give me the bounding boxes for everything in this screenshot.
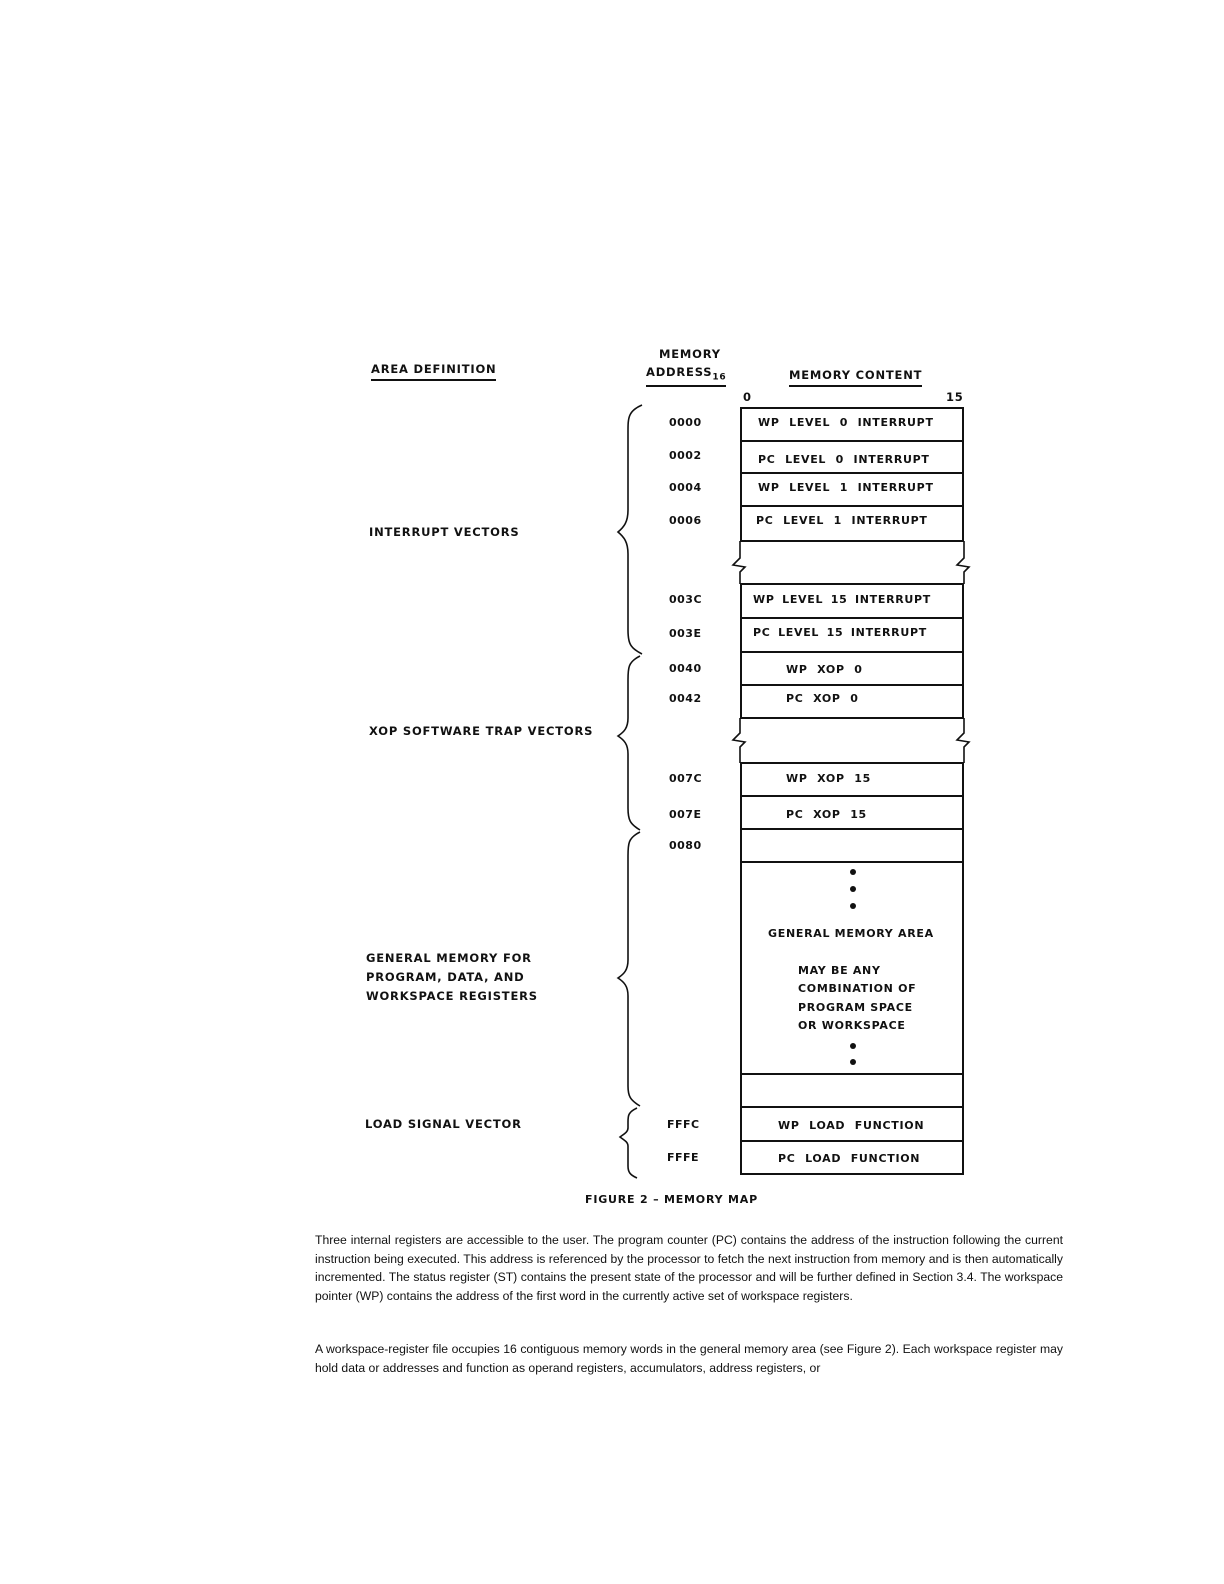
content-0042: PC XOP 0 bbox=[786, 692, 859, 705]
ellipsis-dot bbox=[850, 903, 856, 909]
memory-cell-0080 bbox=[740, 828, 964, 863]
address-0040: 0040 bbox=[669, 662, 702, 675]
content-003C: WP LEVEL 15 INTERRUPT bbox=[753, 593, 932, 606]
address-header-text: ADDRESS bbox=[646, 365, 713, 379]
ellipsis-dot bbox=[850, 1043, 856, 1049]
general-desc-line2: COMBINATION OF bbox=[798, 982, 917, 995]
address-subscript: 16 bbox=[712, 372, 727, 383]
break-mark-left-1 bbox=[733, 541, 745, 584]
address-0042: 0042 bbox=[669, 692, 702, 705]
address-0006: 0006 bbox=[669, 514, 702, 527]
memory-header: MEMORY bbox=[659, 347, 721, 361]
ellipsis-dot bbox=[850, 869, 856, 875]
break-mark-left-2 bbox=[733, 718, 745, 763]
general-desc-line3: PROGRAM SPACE bbox=[798, 1001, 913, 1014]
figure-caption: FIGURE 2 – MEMORY MAP bbox=[585, 1193, 758, 1206]
address-0000: 0000 bbox=[669, 416, 702, 429]
area-definition-header: AREA DEFINITION bbox=[371, 362, 496, 381]
content-0040: WP XOP 0 bbox=[786, 663, 863, 676]
address-007C: 007C bbox=[669, 772, 703, 785]
brace-interrupt-vectors bbox=[618, 405, 642, 654]
content-003E: PC LEVEL 15 INTERRUPT bbox=[753, 626, 927, 639]
area-general-memory-line1: GENERAL MEMORY FOR bbox=[366, 951, 532, 965]
general-desc-line1: MAY BE ANY bbox=[798, 964, 881, 977]
content-0000: WP LEVEL 0 INTERRUPT bbox=[758, 416, 934, 429]
ellipsis-dot bbox=[850, 886, 856, 892]
area-general-memory-line2: PROGRAM, DATA, AND bbox=[366, 970, 525, 984]
memory-content-header: MEMORY CONTENT bbox=[789, 368, 922, 387]
brace-xop-vectors bbox=[618, 656, 640, 830]
body-paragraph-1: Three internal registers are accessible to the user. The program counter (PC) contains the address of the instruction following the current instruction being executed. This address is referenced by the processor to fetch the next instruction from memory and is then automatically incremented. The status register (ST) contains the present state of the processor and will be further defined in Section 3.4. The workspace pointer (WP) contains the address of the first word in the currently active set of workspace registers. bbox=[315, 1233, 1063, 1303]
body-paragraph-2: A workspace-register file occupies 16 contiguous memory words in the general memory area (see Figure 2). Each workspace register may hold data or addresses and function as operand registers, accumulators, address registers, or bbox=[315, 1342, 1063, 1375]
content-FFFC: WP LOAD FUNCTION bbox=[778, 1119, 925, 1132]
address-007E: 007E bbox=[669, 808, 702, 821]
break-mark-right-2 bbox=[957, 718, 969, 763]
area-general-memory-line3: WORKSPACE REGISTERS bbox=[366, 989, 538, 1003]
bit-start-label: 0 bbox=[743, 390, 752, 404]
area-load-signal: LOAD SIGNAL VECTOR bbox=[365, 1117, 522, 1131]
content-0004: WP LEVEL 1 INTERRUPT bbox=[758, 481, 934, 494]
content-FFFE: PC LOAD FUNCTION bbox=[778, 1152, 921, 1165]
content-007E: PC XOP 15 bbox=[786, 808, 867, 821]
address-FFFC: FFFC bbox=[667, 1118, 700, 1131]
area-interrupt-vectors: INTERRUPT VECTORS bbox=[369, 525, 520, 539]
content-0006: PC LEVEL 1 INTERRUPT bbox=[756, 514, 928, 527]
content-0002: PC LEVEL 0 INTERRUPT bbox=[758, 453, 930, 466]
general-memory-area-title: GENERAL MEMORY AREA bbox=[768, 927, 934, 940]
memory-cell-before-FFFC bbox=[740, 1073, 964, 1108]
brace-load-signal bbox=[620, 1108, 637, 1178]
brace-general-memory bbox=[618, 832, 640, 1106]
address-FFFE: FFFE bbox=[667, 1151, 700, 1164]
area-xop-vectors: XOP SOFTWARE TRAP VECTORS bbox=[369, 724, 594, 738]
address-003E: 003E bbox=[669, 627, 702, 640]
address-003C: 003C bbox=[669, 593, 703, 606]
break-mark-right-1 bbox=[957, 541, 969, 584]
address-0004: 0004 bbox=[669, 481, 702, 494]
bit-end-label: 15 bbox=[946, 390, 964, 404]
ellipsis-dot bbox=[850, 1059, 856, 1065]
address-0080: 0080 bbox=[669, 839, 702, 852]
content-007C: WP XOP 15 bbox=[786, 772, 871, 785]
general-desc-line4: OR WORKSPACE bbox=[798, 1019, 906, 1032]
address-0002: 0002 bbox=[669, 449, 702, 462]
